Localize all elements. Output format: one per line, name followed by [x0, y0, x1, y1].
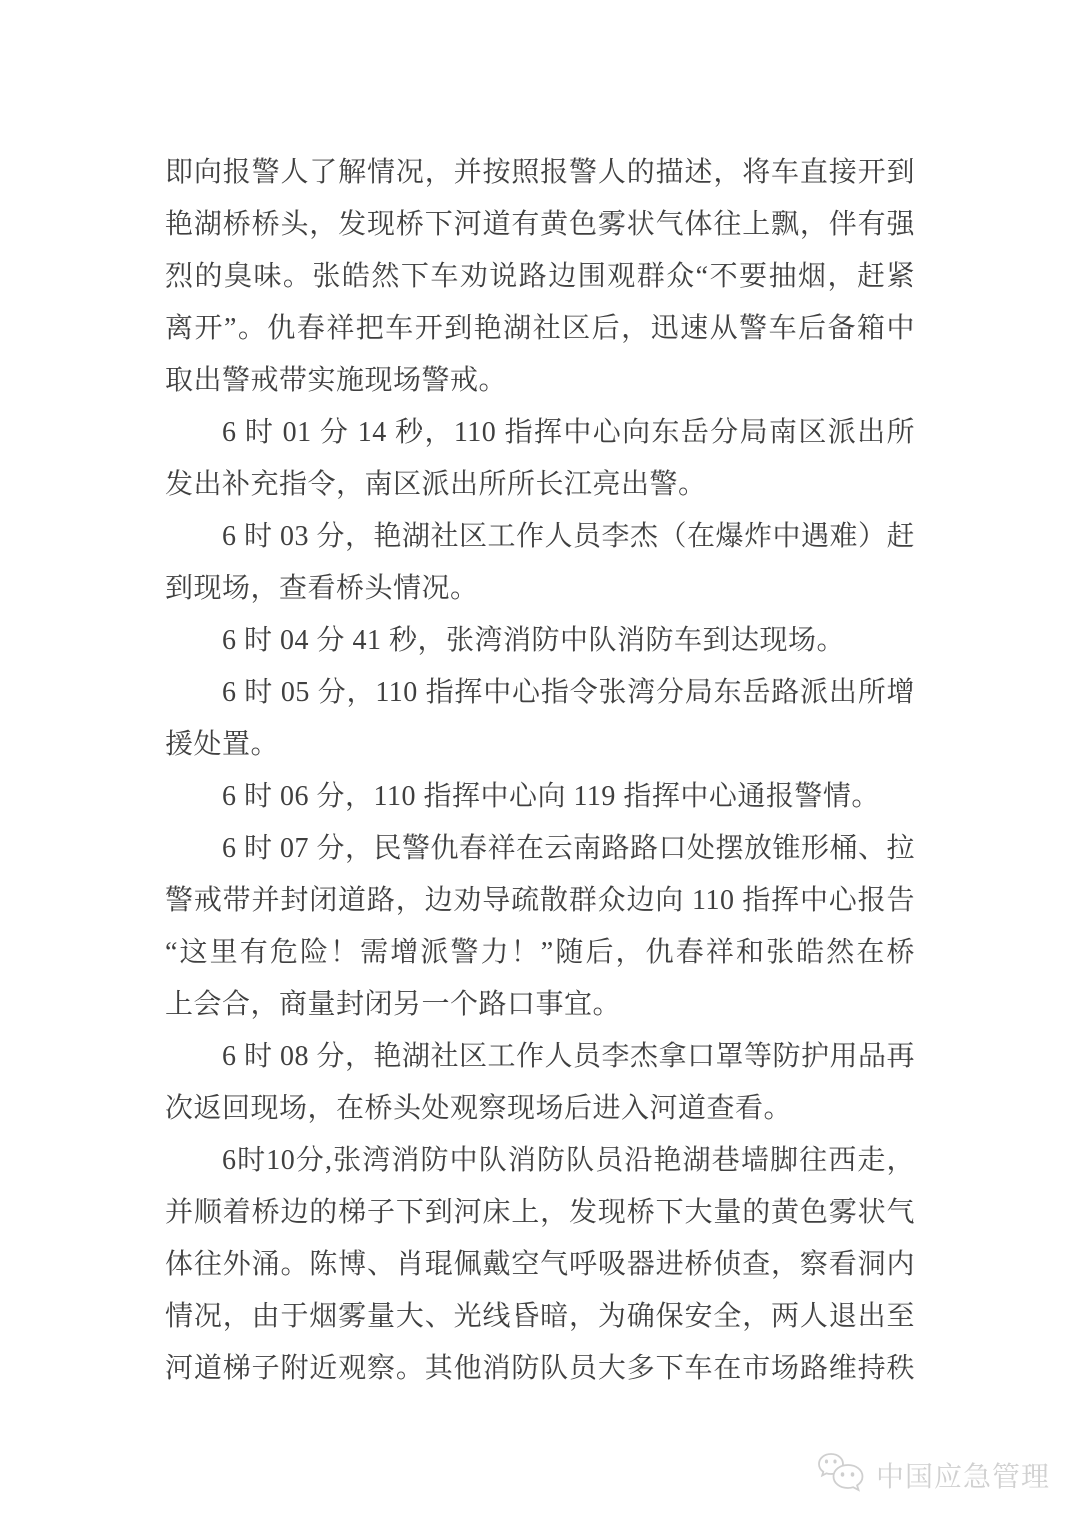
text-block: [165, 147, 915, 1395]
paragraph: [165, 1135, 915, 1395]
text-line: 援处置。: [165, 729, 280, 760]
paragraph: [165, 147, 915, 407]
text-line: 烈的臭味。张皓然下车劝说路边围观群众“不要抽烟，赶紧: [165, 261, 915, 292]
text-line: 6 时 07 分，民警仇春祥在云南路路口处摆放锥形桶、拉: [222, 833, 916, 864]
wechat-logo-icon: [815, 1451, 867, 1499]
text-line: 情况，由于烟雾量大、光线昏暗，为确保安全，两人退出至: [165, 1301, 915, 1332]
paragraph: [165, 511, 915, 615]
text-line: 取出警戒带实施现场警戒。: [165, 365, 508, 396]
text-line: 即向报警人了解情况，并按照报警人的描述，将车直接开到: [165, 157, 915, 188]
paragraph: [165, 1031, 915, 1135]
text-line: 河道梯子附近观察。其他消防队员大多下车在市场路维持秩: [165, 1353, 915, 1384]
text-line: 到现场，查看桥头情况。: [165, 573, 479, 604]
text-line: 艳湖桥桥头，发现桥下河道有黄色雾状气体往上飘，伴有强: [165, 209, 915, 240]
watermark: [815, 1447, 1050, 1503]
paragraph: [165, 771, 915, 823]
paragraph: [165, 667, 915, 771]
text-line: 离开”。仇春祥把车开到艳湖社区后，迅速从警车后备箱中: [165, 313, 915, 344]
paragraph: [165, 615, 915, 667]
text-line: 上会合，商量封闭另一个路口事宜。: [165, 989, 622, 1020]
text-line: 体往外涌。陈博、肖琨佩戴空气呼吸器进桥侦查，察看洞内: [165, 1249, 915, 1280]
paragraph: [165, 407, 915, 511]
paragraph: [165, 823, 915, 1031]
text-line: 6时10分,张湾消防中队消防队员沿艳湖巷墙脚往西走，: [222, 1145, 915, 1176]
text-line: “这里有危险！需增派警力！”随后，仇春祥和张皓然在桥: [165, 937, 915, 968]
text-line: 6 时 01 分 14 秒，110 指挥中心向东岳分局南区派出所: [222, 417, 915, 448]
text-line: 并顺着桥边的梯子下到河床上，发现桥下大量的黄色雾状气: [165, 1197, 915, 1228]
text-line: 6 时 03 分，艳湖社区工作人员李杰（在爆炸中遇难）赶: [222, 521, 916, 552]
text-line: 6 时 05 分，110 指挥中心指令张湾分局东岳路派出所增: [222, 677, 915, 708]
text-line: 警戒带并封闭道路，边劝导疏散群众边向 110 指挥中心报告: [165, 885, 915, 916]
text-line: 6 时 04 分 41 秒，张湾消防中队消防车到达现场。: [222, 625, 846, 656]
text-line: 6 时 06 分，110 指挥中心向 119 指挥中心通报警情。: [222, 781, 880, 812]
text-line: 6 时 08 分，艳湖社区工作人员李杰拿口罩等防护用品再: [222, 1041, 916, 1072]
text-line: 发出补充指令，南区派出所所长江亮出警。: [165, 469, 707, 500]
text-line: 次返回现场，在桥头处观察现场后进入河道查看。: [165, 1093, 793, 1124]
watermark-label: 中国应急管理: [875, 1461, 1050, 1492]
